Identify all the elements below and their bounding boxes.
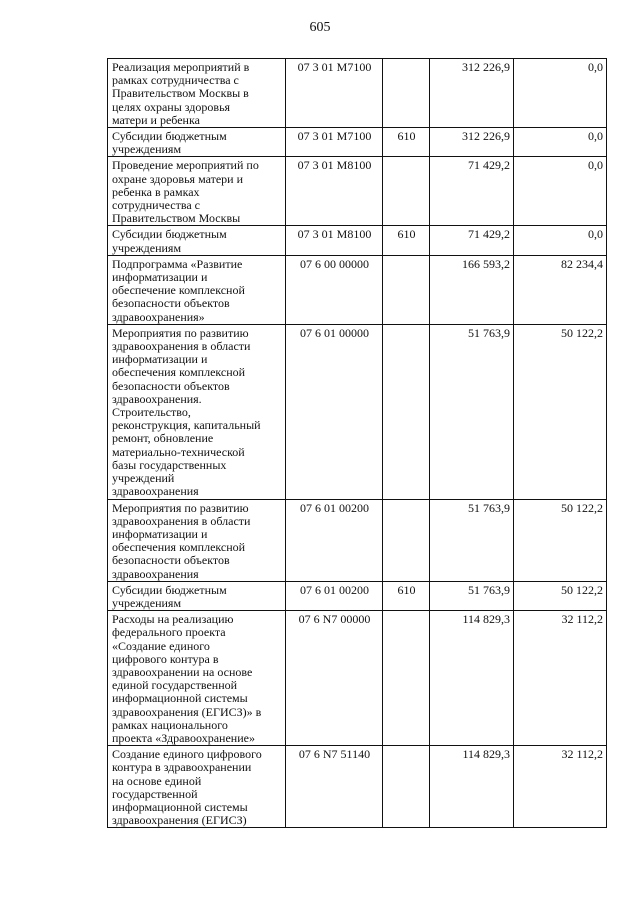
row-name: Реализация мероприятий в рамках сотрудничества с Правительством Москвы в целях охраны здоровья матери и ребенка xyxy=(108,59,286,128)
row-expense-type xyxy=(383,499,430,581)
row-amount-1: 114 829,3 xyxy=(430,746,514,828)
row-amount-2: 50 122,2 xyxy=(514,581,607,610)
table-row xyxy=(108,59,607,128)
row-expense-type xyxy=(383,746,430,828)
row-amount-2: 32 112,2 xyxy=(514,611,607,746)
row-amount-2: 82 234,4 xyxy=(514,255,607,324)
table-row xyxy=(108,226,607,255)
table-row xyxy=(108,128,607,157)
table-row xyxy=(108,255,607,324)
row-amount-1: 51 763,9 xyxy=(430,581,514,610)
row-target-code: 07 6 01 00200 xyxy=(286,499,383,581)
row-name: Субсидии бюджетным учреждениям xyxy=(108,581,286,610)
row-expense-type: 610 xyxy=(383,226,430,255)
table-row xyxy=(108,157,607,226)
row-name: Подпрограмма «Развитие информатизации и обеспечение комплексной безопасности объектов здравоохранения» xyxy=(108,255,286,324)
row-amount-2: 0,0 xyxy=(514,59,607,128)
row-amount-1: 71 429,2 xyxy=(430,157,514,226)
page-number: 605 xyxy=(309,20,331,35)
row-expense-type xyxy=(383,157,430,226)
row-expense-type: 610 xyxy=(383,128,430,157)
row-target-code: 07 3 01 M7100 xyxy=(286,128,383,157)
row-amount-1: 71 429,2 xyxy=(430,226,514,255)
table-row xyxy=(108,499,607,581)
row-name: Создание единого цифрового контура в здравоохранении на основе единой государственной информационной системы здравоохранения (ЕГИСЗ) xyxy=(108,746,286,828)
row-amount-2: 0,0 xyxy=(514,128,607,157)
row-expense-type xyxy=(383,324,430,499)
row-amount-1: 312 226,9 xyxy=(430,128,514,157)
row-target-code: 07 6 01 00200 xyxy=(286,581,383,610)
table-row xyxy=(108,324,607,499)
row-name: Субсидии бюджетным учреждениям xyxy=(108,128,286,157)
row-name: Проведение мероприятий по охране здоровья матери и ребенка в рамках сотрудничества с Правительством Москвы xyxy=(108,157,286,226)
row-name: Расходы на реализацию федерального проекта «Создание единого цифрового контура в здравоохранении на основе единой государственной информационной системы здравоохранения (ЕГИСЗ)» в рамках национального проекта «Здравоохранение» xyxy=(108,611,286,746)
row-amount-2: 32 112,2 xyxy=(514,746,607,828)
row-amount-2: 0,0 xyxy=(514,226,607,255)
row-amount-2: 50 122,2 xyxy=(514,324,607,499)
table-row xyxy=(108,611,607,746)
row-target-code: 07 6 N7 51140 xyxy=(286,746,383,828)
row-amount-2: 0,0 xyxy=(514,157,607,226)
row-target-code: 07 6 01 00000 xyxy=(286,324,383,499)
row-expense-type xyxy=(383,611,430,746)
row-name: Мероприятия по развитию здравоохранения в области информатизации и обеспечения комплексной безопасности объектов здравоохранения. Строительство, реконструкция, капитальный ремонт, обновление материально-технической базы государственных учреждений здравоохранения xyxy=(108,324,286,499)
row-target-code: 07 6 N7 00000 xyxy=(286,611,383,746)
budget-table xyxy=(107,58,607,828)
table-row xyxy=(108,581,607,610)
row-target-code: 07 3 01 M8100 xyxy=(286,157,383,226)
row-amount-1: 166 593,2 xyxy=(430,255,514,324)
row-amount-1: 51 763,9 xyxy=(430,499,514,581)
row-amount-1: 114 829,3 xyxy=(430,611,514,746)
row-target-code: 07 3 01 M8100 xyxy=(286,226,383,255)
row-name: Мероприятия по развитию здравоохранения в области информатизации и обеспечения комплексной безопасности объектов здравоохранения xyxy=(108,499,286,581)
budget-table-body xyxy=(108,59,607,828)
row-amount-2: 50 122,2 xyxy=(514,499,607,581)
table-row xyxy=(108,746,607,828)
row-amount-1: 312 226,9 xyxy=(430,59,514,128)
row-expense-type xyxy=(383,59,430,128)
row-expense-type xyxy=(383,255,430,324)
row-name: Субсидии бюджетным учреждениям xyxy=(108,226,286,255)
row-target-code: 07 3 01 M7100 xyxy=(286,59,383,128)
row-expense-type: 610 xyxy=(383,581,430,610)
row-amount-1: 51 763,9 xyxy=(430,324,514,499)
row-target-code: 07 6 00 00000 xyxy=(286,255,383,324)
